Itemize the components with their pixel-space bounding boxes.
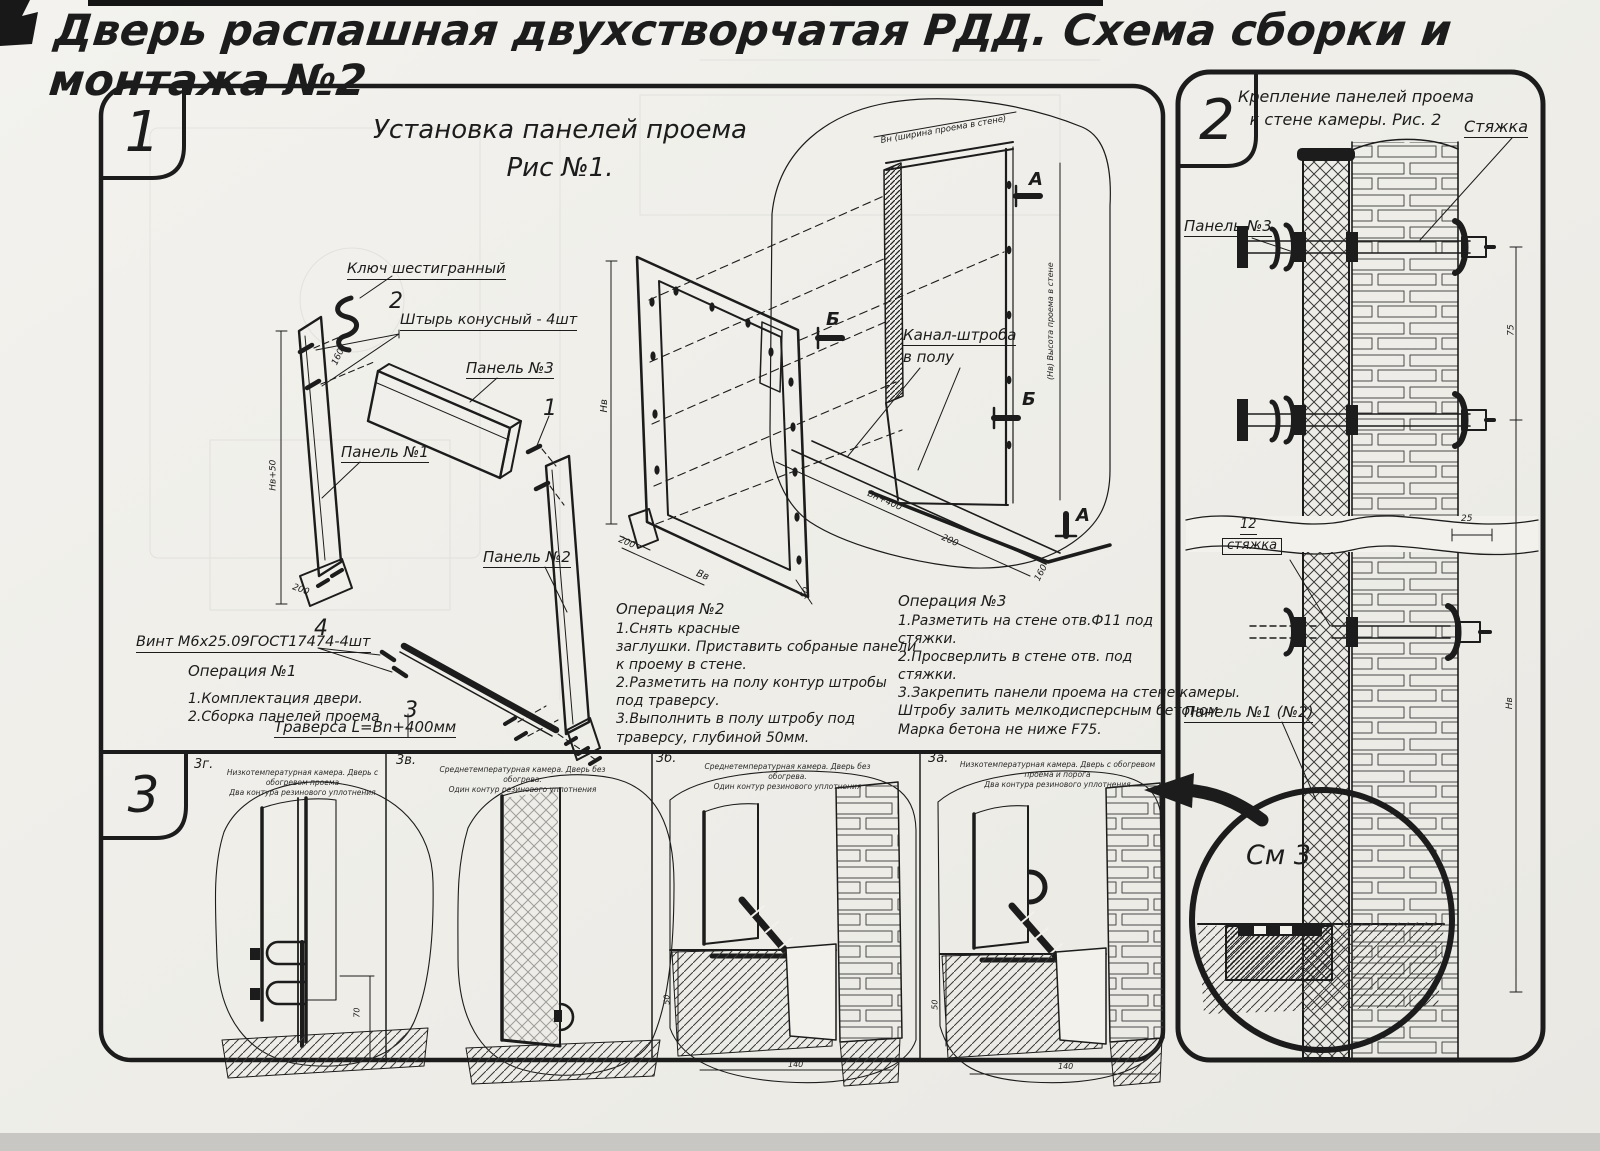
operation2-line: 2.Разметить на полу контур штробы xyxy=(616,675,887,692)
panel1-heading-line1: Установка панелей проема xyxy=(372,115,747,145)
sheet-title: Дверь распашная двухстворчатая РДД. Схема сборки и монтажа №2 xyxy=(46,6,1454,106)
operation1-line: 2.Сборка панелей проема xyxy=(188,708,380,725)
panel12-label: Панель №1 (№2) xyxy=(1184,704,1313,723)
detail-3a xyxy=(938,771,1164,1086)
item-4-callout: 4 xyxy=(314,616,328,641)
hex-key-label: Ключ шестигранный xyxy=(347,261,506,280)
item-1-callout: 1 xyxy=(543,396,557,421)
detail-3g-caption-line2: Два контура резинового уплотнения xyxy=(229,788,376,798)
panel3-label: Панель №3 xyxy=(466,360,554,379)
tie-label: Стяжка xyxy=(1464,118,1528,138)
dim-wall-height: Hв xyxy=(1504,697,1515,710)
dim-opening-width: Вн (ширина проема в стене) xyxy=(879,114,1008,147)
detail-3a-caption xyxy=(955,760,1160,790)
dim-frame-offset: 50 xyxy=(798,585,813,601)
traverse-label: Траверса L=Bn+400мм xyxy=(274,719,456,738)
detail-3g-id: 3г. xyxy=(194,757,214,772)
panel1-label: Панель №1 xyxy=(341,444,429,463)
operation3-line: стяжки. xyxy=(898,667,957,684)
operation1-line: 1.Комплектация двери. xyxy=(188,690,363,707)
pin-label: Штырь конусный - 4шт xyxy=(400,312,577,331)
dim-frame-depth: 200 xyxy=(616,535,637,551)
section-mark-a-top: А xyxy=(1029,169,1043,190)
operation2-line: к проему в стене. xyxy=(616,656,747,673)
detail-3b-id: 3б. xyxy=(656,751,677,766)
operation3-line: 3.Закрепить панели проема на стене камеры. xyxy=(898,685,1241,702)
see-detail-label: См 3 xyxy=(1246,840,1311,871)
dim-3g-height: 70 xyxy=(352,1007,362,1018)
detail-3v-id: 3в. xyxy=(396,753,417,768)
detail-3v-caption xyxy=(430,765,615,795)
section-mark-b-left: Б xyxy=(826,309,840,330)
dim-3a-depth: 50 xyxy=(930,999,940,1010)
operation3-line: 1.Разметить на стене отв.Ф11 под xyxy=(898,612,1154,629)
operation2-line: 1.Снять красные xyxy=(616,620,741,637)
detail-3a-caption-line2: Два контура резинового уплотнения xyxy=(984,780,1131,790)
panel1-heading-line2: Рис №1. xyxy=(506,153,614,183)
dim-rod-spacing: 75 xyxy=(1506,324,1517,336)
detail-3a-id: 3а. xyxy=(928,751,949,766)
panel3-section-label: Панель №3 xyxy=(1184,218,1272,237)
item-3-callout: 3 xyxy=(404,698,418,723)
dim-pin-offset: 160 xyxy=(330,347,347,368)
dim-panel1-height: Hв+50 xyxy=(268,459,279,491)
detail-3b xyxy=(670,771,916,1086)
operation1-block xyxy=(188,662,380,726)
detail-3g-caption xyxy=(225,768,380,798)
operation3-line: Штробу залить мелкодисперсным бетоном xyxy=(898,703,1219,720)
assembled-frame xyxy=(606,257,812,604)
tie-item-number: 12 xyxy=(1240,518,1257,535)
detail-3a-caption-line1: Низкотемпературная камера. Дверь с обогревом проема и порога xyxy=(959,760,1156,780)
dim-3b-width: 140 xyxy=(788,1060,804,1069)
panel2-heading-line2: к стене камеры. Рис. 2 xyxy=(1249,110,1442,129)
operation3-line: Марка бетона не ниже F75. xyxy=(898,721,1102,738)
detail-3b-caption-line1: Среднетемпературная камера. Дверь без обогрева. xyxy=(704,762,871,782)
detail-3g-caption-line1: Низкотемпературная камера. Дверь с обогревом проема xyxy=(226,768,379,788)
panel2-label: Панель №2 xyxy=(483,549,571,568)
dim-frame-height: Hв xyxy=(598,399,610,413)
operation3-line: стяжки. xyxy=(898,630,957,647)
dim-channel-depth: 160 xyxy=(1032,563,1050,584)
operation2-line: под траверсу. xyxy=(616,693,720,710)
section-mark-a-bottom: А xyxy=(1076,505,1090,526)
dim-opening-height: (Hв) Высота проема в стене xyxy=(1046,262,1055,380)
dim-edge-offset: 25 xyxy=(1461,514,1473,524)
detail-3g xyxy=(215,782,433,1078)
tie-item-name: стяжка xyxy=(1222,538,1282,555)
panel2-number: 2 xyxy=(1199,87,1235,153)
operation3-line: 2.Просверлить в стене отв. под xyxy=(898,648,1133,665)
panel2-heading-line1: Крепление панелей проема xyxy=(1238,87,1474,106)
detail-3v-caption-line2: Один контур резинового уплотнения xyxy=(448,785,597,795)
detail-3b-caption-line2: Один контур резинового уплотнения xyxy=(713,782,862,792)
dim-frame-width: Вв xyxy=(694,568,711,584)
detail-3v-caption-line1: Среднетемпературная камера. Дверь без обогрева. xyxy=(439,765,606,785)
operation3-title: Операция №3 xyxy=(898,592,1007,610)
dim-3a-width: 140 xyxy=(1058,1062,1074,1071)
dim-channel-length: Bн+400 xyxy=(865,488,904,514)
channel-label-line1: Канал-штроба xyxy=(903,327,1016,346)
dim-3b-depth: 50 xyxy=(662,994,672,1005)
operation2-line: заглушки. Приставить собраные панели xyxy=(616,638,917,655)
item-2-callout: 2 xyxy=(389,289,403,314)
channel-label-line2: в полу xyxy=(903,348,955,366)
operation2-block xyxy=(616,600,916,747)
operation2-title: Операция №2 xyxy=(616,600,725,618)
section3-number: 3 xyxy=(127,766,160,824)
section-mark-b-right: Б xyxy=(1022,389,1036,410)
operation2-line: 3.Выполнить в полу штробу под xyxy=(616,711,856,728)
dim-channel-offset: 200 xyxy=(939,532,960,550)
dim-panel1-width: 200 xyxy=(290,582,311,598)
panel1-number: 1 xyxy=(124,99,161,165)
operation2-line: траверсу, глубиной 50мм. xyxy=(616,729,810,746)
detail-3b-caption xyxy=(695,762,880,792)
operation1-title: Операция №1 xyxy=(188,662,297,680)
screw-label: Винт М6х25.09ГОСТ17474-4шт xyxy=(136,634,371,653)
detail-3v xyxy=(458,775,674,1084)
